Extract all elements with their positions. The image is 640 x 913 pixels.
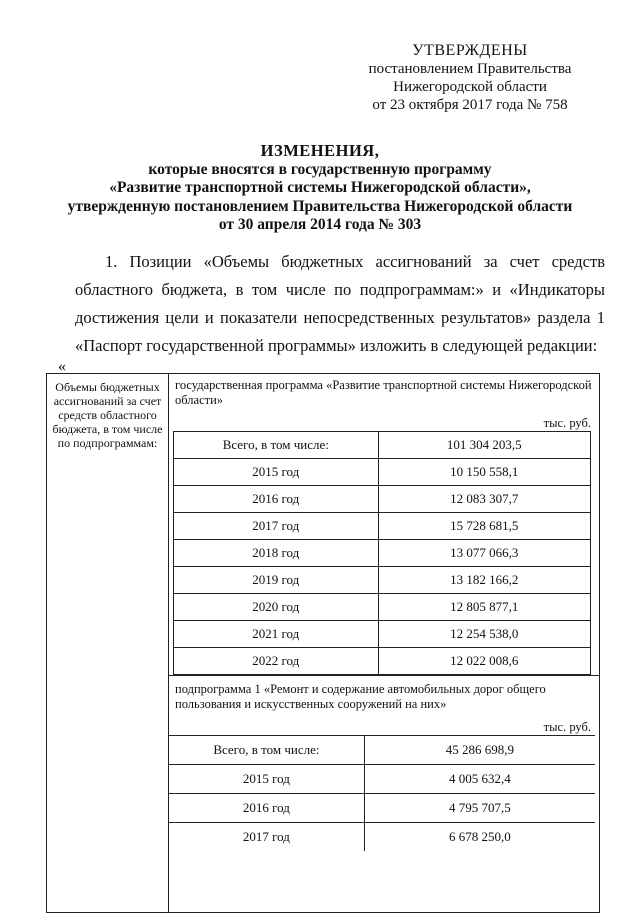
left-label-cell — [47, 374, 169, 912]
budget-table — [46, 373, 600, 913]
row-label: 2015 год — [169, 765, 364, 794]
table-row — [174, 486, 591, 513]
row-label: 2016 год — [169, 794, 364, 823]
table-row — [174, 648, 591, 675]
approval-line: постановлением Правительства — [368, 61, 572, 77]
table-row — [169, 823, 595, 852]
row-label: 2019 год — [174, 567, 379, 594]
row-label: 2022 год — [174, 648, 379, 675]
table-row — [174, 459, 591, 486]
row-value: 101 304 203,5 — [378, 432, 590, 459]
row-value: 6 678 250,0 — [364, 823, 595, 852]
row-value: 13 077 066,3 — [378, 540, 590, 567]
left-label: Объемы бюджетных ассигнований за счет средств областного бюджета, в том числе по подпрограммам: — [52, 380, 163, 450]
document-title — [0, 142, 640, 235]
row-value: 4 005 632,4 — [364, 765, 595, 794]
table-row — [169, 736, 595, 765]
table-row — [174, 567, 591, 594]
paragraph-text: 1. Позиции «Объемы бюджетных ассигнований за счет средств областного бюджета, в том числе по подпрограммам:» и «Индикаторы достижения цели и показатели непосредственных результатов» раздела 1 «Паспорт государственной программы» изложить в следующей редакции: — [75, 252, 605, 355]
subprogram-heading: подпрограмма 1 «Ремонт и содержание автомобильных дорог общего пользования и искусственных сооружений на них» — [169, 675, 599, 712]
row-value: 4 795 707,5 — [364, 794, 595, 823]
table-row — [169, 794, 595, 823]
row-label: 2017 год — [174, 513, 379, 540]
title-line: которые вносятся в государственную программу — [148, 160, 492, 178]
table-row — [174, 513, 591, 540]
row-label: Всего, в том числе: — [174, 432, 379, 459]
title-line: «Развитие транспортной системы Нижегородской области», — [109, 179, 531, 196]
row-value: 10 150 558,1 — [378, 459, 590, 486]
row-label: Всего, в том числе: — [169, 736, 364, 765]
row-value: 12 805 877,1 — [378, 594, 590, 621]
row-value: 12 022 008,6 — [378, 648, 590, 675]
title-main: ИЗМЕНЕНИЯ, — [260, 141, 380, 160]
row-label: 2015 год — [174, 459, 379, 486]
approval-block — [330, 42, 610, 114]
row-label: 2020 год — [174, 594, 379, 621]
table-row — [174, 432, 591, 459]
title-line: от 30 апреля 2014 года № 303 — [218, 216, 422, 233]
table-row — [169, 765, 595, 794]
row-label: 2016 год — [174, 486, 379, 513]
body-paragraph — [75, 248, 605, 360]
row-label: 2017 год — [169, 823, 364, 852]
program-heading: государственная программа «Развитие транспортной системы Нижегородской области» — [175, 378, 592, 407]
approval-line: Нижегородской области — [393, 79, 547, 95]
title-line: утвержденную постановлением Правительства Нижегородской области — [67, 197, 573, 215]
sub-unit-label: тыс. руб. — [543, 720, 591, 734]
program-values-table — [173, 431, 591, 675]
row-value: 12 254 538,0 — [378, 621, 590, 648]
row-value: 12 083 307,7 — [378, 486, 590, 513]
table-row — [174, 540, 591, 567]
right-content-cell — [169, 374, 599, 851]
subprogram-values-table — [169, 735, 595, 851]
table-row — [174, 621, 591, 648]
row-label: 2021 год — [174, 621, 379, 648]
unit-label: тыс. руб. — [543, 416, 591, 430]
row-label: 2018 год — [174, 540, 379, 567]
row-value: 13 182 166,2 — [378, 567, 590, 594]
row-value: 45 286 698,9 — [364, 736, 595, 765]
approval-line: от 23 октября 2017 года № 758 — [372, 97, 568, 113]
opening-quote: « — [58, 358, 66, 375]
row-value: 15 728 681,5 — [378, 513, 590, 540]
approval-heading: УТВЕРЖДЕНЫ — [412, 42, 528, 59]
table-row — [174, 594, 591, 621]
